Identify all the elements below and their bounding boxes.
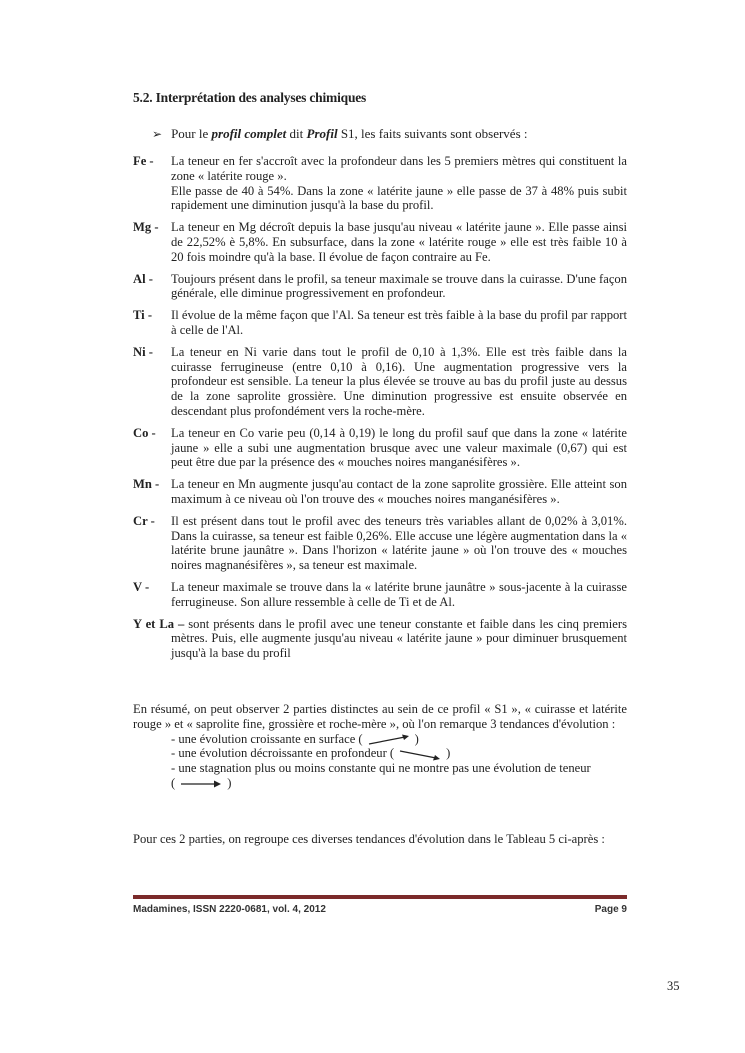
arrow-up-right-icon [367, 734, 411, 746]
entry-text [171, 272, 627, 302]
entry-label: Mg - [133, 220, 159, 235]
entry-cr [133, 514, 627, 573]
entry-al [133, 272, 627, 302]
entry-paragraph: La teneur en Mg décroît depuis la base jusqu'au niveau « latérite jaune ». Elle passe ainsi de 22,52% è 5,8%. En subsurface, dans la zone « latérite rouge » elle est très faible 10 à 20 fois moindre qu'à la base. Il évolue de façon contraire au Fe. [171, 220, 627, 264]
entry-text [171, 477, 627, 507]
entry-text: sont présents dans le profil avec une teneur constante et faible dans les cinq premiers mètres. Puis, elle augmente jusqu'au niveau « latérite jaune » pour diminuer brusquement jusqu'à la base du profil [171, 616, 627, 661]
entry-label: Al - [133, 271, 153, 286]
entry-mg [133, 220, 627, 264]
entry-text [171, 154, 627, 213]
entry-paragraph: La teneur en Co varie peu (0,14 à 0,19) le long du profil sauf que dans la zone « latérite jaune » elle a subi une augmentation brusque avec une valeur maximale (0,67) qui est peut être due par la présence des « mouches noires manganésifères ». [171, 425, 627, 470]
entry-paragraph: Il est présent dans tout le profil avec des teneurs très variables allant de 0,02% à 3,01%. Dans la cuirasse, sa teneur est faible 0,26%. Elle accuse une légère augmentation dans la « latérite brune jaunâtre ». Dans l'horizon « latérite jaune » où l'on trouve des « mouches noires magnanésifères », sa teneur est maximale. [171, 513, 627, 573]
summary-block [133, 702, 627, 791]
entry-paragraph: La teneur en Mn augmente jusqu'au contact de la zone saprolite grossière. Elle atteint son maximum à ce niveau où l'on trouve des « mouches noires manganésifères ». [171, 477, 627, 506]
intro-emphasis: profil complet [211, 126, 287, 141]
entry-paragraph: Il évolue de la même façon que l'Al. Sa teneur est très faible à la base du profil par rapport à celle de l'Al. [171, 308, 627, 337]
entry-paragraph: La teneur maximale se trouve dans la « latérite brune jaunâtre » sous-jacente à la cuirasse ferrugineuse. Son allure ressemble à celle de Ti et de Al. [171, 579, 627, 609]
trend-list [171, 732, 627, 791]
journal-page: Page 9 [594, 904, 627, 915]
intro-mid: dit [286, 126, 307, 141]
entry-text [171, 580, 627, 610]
arrow-down-right-icon [398, 749, 442, 761]
entry-fe [133, 154, 627, 213]
entry-v [133, 580, 627, 610]
entry-label: Cr - [133, 513, 155, 528]
entry-label: Mn - [133, 477, 160, 492]
entry-text [171, 514, 627, 573]
summary-text: En résumé, on peut observer 2 parties distinctes au sein de ce profil « S1 », « cuirasse et latérite rouge » et « saprolite fine, grossière et roche-mère », où l'on remarque 3 tendances d'évolution : [133, 702, 627, 731]
entry-paragraph: Toujours présent dans le profil, sa teneur maximale se trouve dans la cuirasse. D'une façon générale, elle diminue progressivement en profondeur. [171, 271, 628, 301]
entry-ni [133, 345, 627, 419]
section-title: 5.2. Interprétation des analyses chimiques [133, 90, 367, 105]
entry-label: Ti - [133, 308, 153, 323]
entry-text [171, 345, 627, 419]
entry-text [171, 308, 627, 338]
element-entries [133, 154, 627, 668]
entry-label: Fe - [133, 154, 154, 168]
trend-stagnation: - une stagnation plus ou moins constante qui ne montre pas une évolution de teneur [171, 761, 591, 776]
entry-mn [133, 477, 627, 507]
entry-paragraph: Elle passe de 40 à 54%. Dans la zone « latérite jaune » elle passe de 37 à 48% puis subit rapidement une diminution jusqu'à la base du profil. [171, 183, 627, 213]
entry-ti [133, 308, 627, 338]
intro-emphasis-2: Profil [306, 126, 338, 141]
entry-paragraph: La teneur en fer s'accroît avec la profondeur dans les 5 premiers mètres qui constituent la zone « latérite rouge ». [171, 154, 627, 183]
entry-paragraph: La teneur en Ni varie dans tout le profil de 0,10 à 1,3%. Elle est très faible dans la cuirasse ferrugineuse (entre 0,10 à 0,16). Une augmentation progressive vers la profondeur est sensible. La teneur la plus élevée se trouve au bas du profil juste au dessus de la zone saprolite grossière. Une diminution progressive est ensuite observée en descendant plus profondément vers la roche-mère. [171, 344, 627, 418]
entry-y-la [133, 617, 627, 661]
journal-reference: Madamines, ISSN 2220-0681, vol. 4, 2012 [133, 904, 326, 915]
footer-rule [133, 895, 627, 899]
trend-increasing: - une évolution croissante en surface ( ) [171, 731, 419, 746]
entry-label: Y et La – [133, 616, 185, 631]
entry-co [133, 426, 627, 470]
arrow-right-icon [179, 778, 223, 790]
intro-pre: Pour le [171, 126, 212, 141]
entry-label: Ni - [133, 344, 153, 359]
page-number: 35 [667, 979, 680, 993]
entry-label: V - [133, 579, 150, 594]
intro-post: S1, les faits suivants sont observés : [337, 126, 528, 141]
trend-decreasing: - une évolution décroissante en profondeur ( ) [171, 746, 451, 761]
arrow-bullet-icon: ➢ [152, 127, 163, 141]
entry-label: Co - [133, 425, 156, 440]
entry-text [171, 220, 627, 264]
closing-sentence: Pour ces 2 parties, on regroupe ces diverses tendances d'évolution dans le Tableau 5 ci-après : [133, 832, 605, 846]
intro-line [152, 126, 528, 142]
trend-stagnation-arrow: ( ) [171, 775, 232, 790]
entry-text [171, 426, 627, 470]
